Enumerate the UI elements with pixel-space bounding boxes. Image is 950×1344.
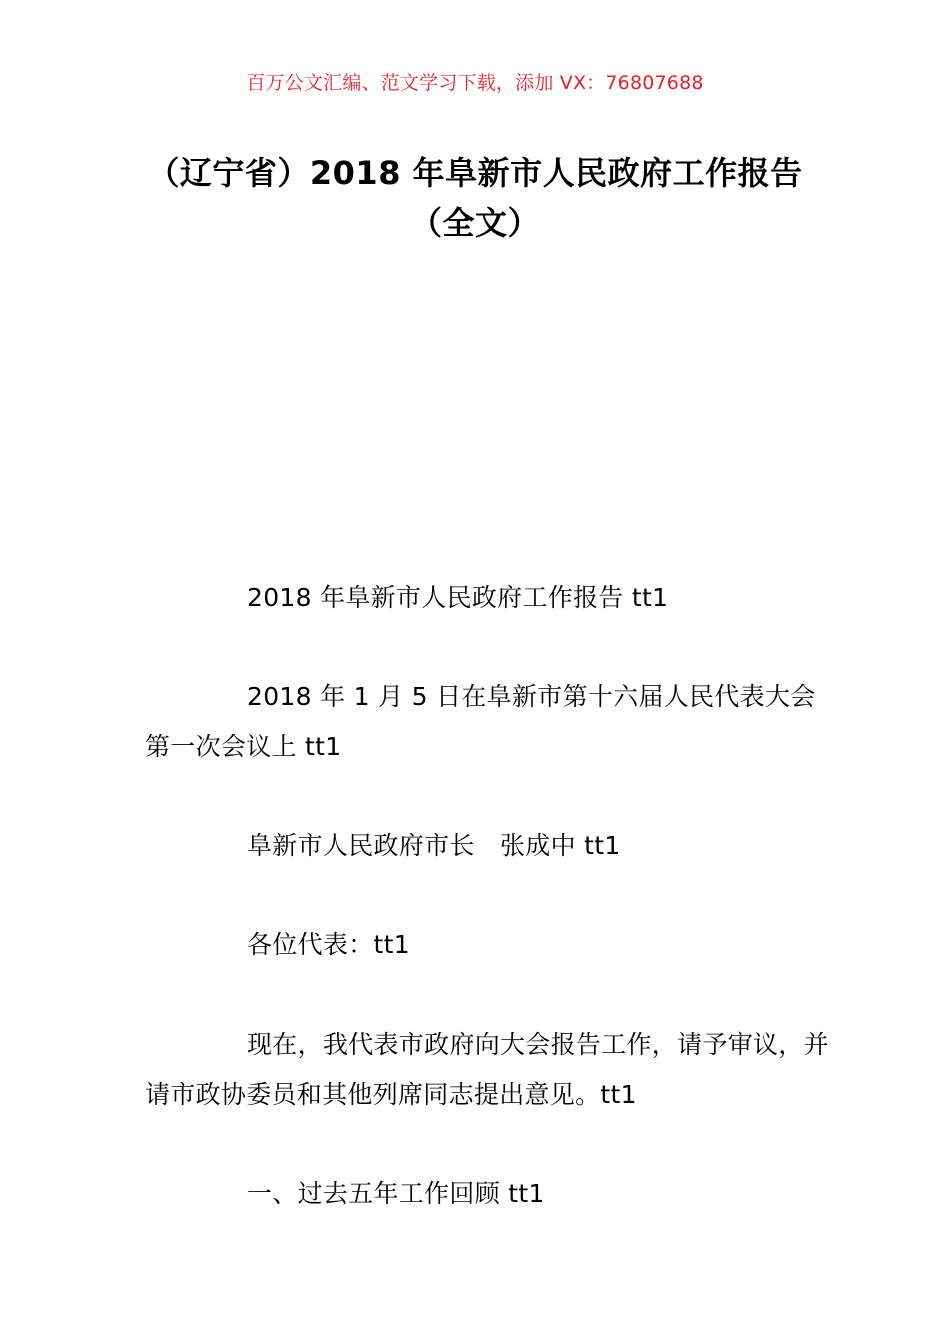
paragraph-salutation: 各位代表：tt1: [247, 930, 410, 959]
paragraph-report-heading: 2018 年阜新市人民政府工作报告 tt1: [247, 583, 669, 612]
section-heading-review: 一、过去五年工作回顾 tt1: [247, 1179, 545, 1208]
paragraph-opening: 现在，我代表市政府向大会报告工作，请予审议，并请市政协委员和其他列席同志提出意见。tt1: [145, 1030, 829, 1109]
paragraph-meeting-info: 2018 年 1 月 5 日在阜新市第十六届人民代表大会第一次会议上 tt1: [145, 682, 816, 761]
promo-header: 百万公文汇编、范文学习下载，添加 VX：76807688: [246, 72, 704, 94]
document-title: （辽宁省）2018 年阜新市人民政府工作报告（全文）: [147, 154, 803, 242]
paragraph-speaker: 阜新市人民政府市长 张成中 tt1: [247, 831, 621, 860]
